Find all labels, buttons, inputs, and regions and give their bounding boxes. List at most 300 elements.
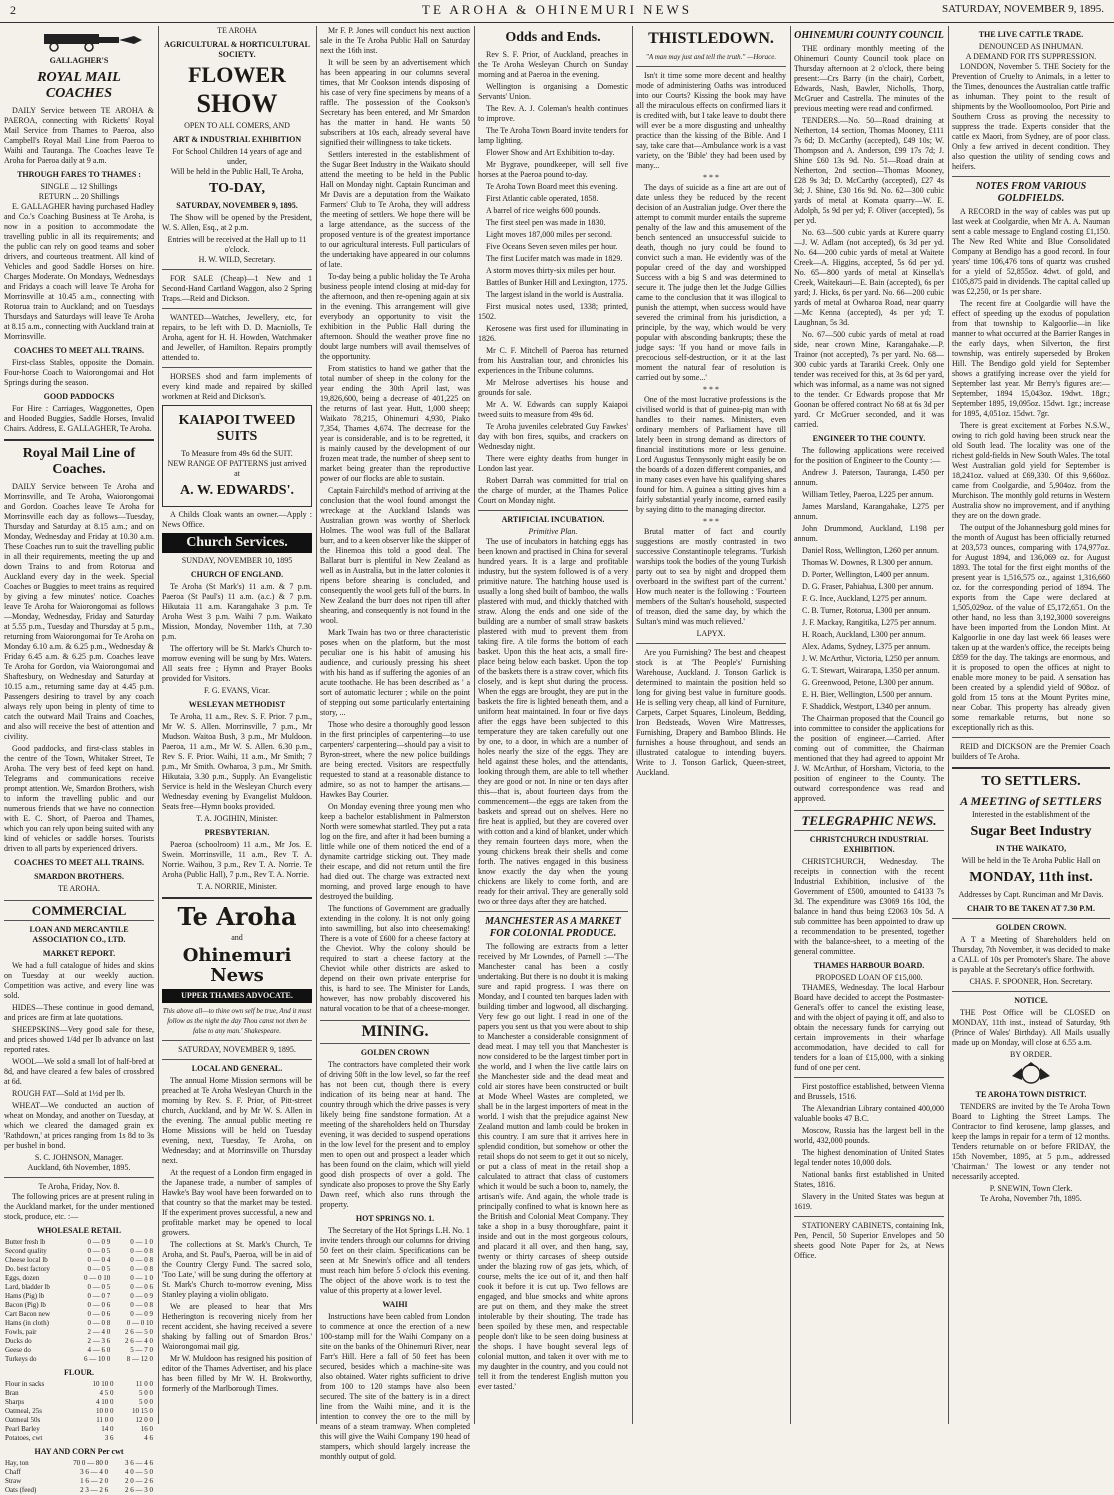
odds-item: Rev S. F. Prior, of Auckland, preaches in the Te Aroha Wesleyan Church on Sunday morning and at Paeroa in the evening. [478,50,628,79]
odds-item: Robert Darrah was committed for trial on the charge of murder, at the Thames Police Court on Monday night. [478,476,628,505]
fact: The Alexandrian Library contained 400,000 valuable books 47 B.C. [794,1104,944,1123]
johnson-date: Auckland, 6th November, 1895. [27,1163,131,1172]
loan-heading: LOAN AND MERCANTILE ASSOCIATION CO., LTD. [29,925,129,944]
thistledown-para-3: One of the most lucrative professions is the civilised world is that of guinea-pig man with handles to their names. Ministers, even ordinary members of Parliament have till lately been in strong demand as directors of financial institutions more or less genuine. Lord Augustus Tennysonly might easily be on the boards of a dozen different companies, and in many cases even have his qualifying shares found for him. A guinea a sitting gives him a fairly substantial yearly income, earned easily by saying ditto to the managing director. [636,395,786,514]
price-row [4,1265,154,1274]
price-cell: 4 0 — 5 0 [125,1468,153,1476]
settlers-heading: TO SETTLERS. [981,774,1081,789]
col3-para-1: Mr F. P. Jones will conduct his next auction sale in the Te Aroha Public Hall on Saturday next the 16th inst. [320,26,470,55]
hot-springs-text: The Secretary of the Hot Springs L.H. No. 1 invite tenders through our columns for driving 50 feet on their claim. Specifications can be seen at Mr Snewin's office and all tenders must reach him before 5 o'clock this evening. The object of the above work is to test the value of this property at a lower level. [320,1226,470,1295]
column-4 [478,26,628,1424]
paper-name-te-aroha: Te Aroha [177,902,297,931]
price-cell: 0 — 0 5 [87,1283,111,1291]
odds-item: Five Oceans Seven seven miles per hour. [486,242,618,251]
hides-text: HIDES—These continue in good demand, and prices are firm at late quotations. [4,1003,154,1022]
price-row [4,1389,154,1398]
price-cell: Do. best factory [5,1265,50,1273]
price-row [4,1425,154,1434]
upper-thames: UPPER THAMES ADVOCATE. [162,989,312,1003]
applicant-entry: J. W. McArthur, Victoria, L250 per annum. [802,654,940,663]
price-cell: 0 — 0 8 [130,1247,153,1255]
paper-date: SATURDAY, NOVEMBER 9, 1895. [178,1045,296,1054]
price-cell: 0 — 0 9 [130,1292,153,1300]
applicant-entry: C. B. Turner, Rotorua, L300 per annum. [802,606,931,615]
price-cell: Fowls, pair [5,1328,37,1336]
today-date: SATURDAY, NOVEMBER 9, 1895. [176,201,298,210]
price-cell: 5 0 0 [139,1398,153,1406]
price-cell: Chaff [5,1468,21,1476]
thistledown-quote: "A man may just and tell the truth." —Horace. [645,53,777,61]
mining-heading: MINING. [320,1020,470,1044]
price-cell: 70 0 — 80 0 [73,1459,109,1467]
harbour-heading: THAMES HARBOUR BOARD. [813,961,925,970]
england-text: Te Aroha (St Mark's) 11 a.m. & 7 p.m. Paeroa (St Paul's) 11 a.m. (a.c.) & 7 p.m. Hikutaia 11 a.m. Karangahake 3 p.m. Te Aroha West 3 p.m. Waihi 7 p.m. Waikato Mission, Monday, November 11th, at 7.30 p.m. [162,582,312,641]
tweed-measure: To Measure from 49s 6d the SUIT. [181,449,293,458]
snewin-signature: P. SNEWIN, Town Clerk. [989,1184,1073,1193]
society-place: TE AROHA [217,26,257,35]
price-cell: Straw [5,1477,22,1485]
notice-heading: NOTICE. [1014,996,1048,1005]
price-row [4,1283,154,1292]
price-cell: 16 0 [140,1425,153,1433]
royal-crest-icon [952,1062,1110,1086]
goldfields-text-2: The recent fire at Coolgardie will have the effect of speeding up the exodus of population from that township to Kalgoorlie—in like manner to what occurred at the Barrier Ranges in the early days, when Silverton, the first township, was entirely superseded by Broken Hill. The Bendigo gold yield for September shows a gratifying increase over the yield for September last year. Mr Berry's figures are:—September, 1894 15,043oz. 19dwt. 18gr.; September 1895, 19,095oz. 15dwt. 1gr.; increase for 1895, 4,051oz. 15dwt. 7gr. [952,299,1110,418]
johnson-signature: S. C. JOHNSON, Manager. [34,1153,124,1162]
applicant-entry: James Marsland, Karangahake, L275 per annum. [794,502,944,521]
masthead-title: TE AROHA & OHINEMURI NEWS [422,2,692,17]
engineer-intro: The following applications were received for the position of Engineer to the County :— [794,446,944,465]
manchester-heading: MANCHESTER AS A MARKET FOR COLONIAL PRODUCE. [485,916,621,939]
price-cell: Flour in sacks [5,1380,45,1388]
column-3 [320,26,470,1461]
price-cell: 2 6 — 4 0 [125,1337,153,1345]
town-district-text: TENDERS are invited by the Te Aroha Town Board to Lighting the Street Lamps. The Contractor to find kerosene, lamp glasses, and keep the lamps in repair for a term of 12 months. Tenders returnable on or before FRIDAY, the 15th November, 1895, at 5 p.m., addressed 'Chairman.' The lowest or any tender not necessarily accepted. [952,1102,1110,1181]
price-row [4,1477,154,1486]
prices-date: Te Aroha, Friday, Nov. 8. [38,1182,120,1191]
applicant-entry: D. G. Fraser, Pahiahua, L300 per annum. [802,582,934,591]
council-heading: OHINEMURI COUNTY COUNCIL [794,30,944,41]
column-rule [790,26,791,1424]
hay-table [4,1459,154,1495]
local-para-4: We are pleased to hear that Mrs Hetherington is recovering nicely from her recent accident, she having received a severe shaking by falling out of Smardon Bros.' Waiorongomai mail gig. [162,1302,312,1351]
town-district-heading: TE AROHA TOWN DISTRICT. [975,1090,1087,1099]
price-cell: Eggs, dozen [5,1274,40,1282]
fact: Moscow, Russia has the largest bell in the world, 432,000 pounds. [794,1126,944,1145]
odds-item: Kerosene was first used for illuminating in 1826. [478,324,628,343]
flour-heading: FLOUR. [64,1368,94,1377]
column-rule [158,26,159,1424]
price-cell: Bran [5,1389,19,1397]
harbour-subheading: PROPOSED LOAN OF £15,000. [815,973,923,982]
smardon-name: SMARDON BROTHERS. [34,872,124,881]
price-cell: Hams (Pig) lb [5,1292,45,1300]
open-all: OPEN TO ALL COMERS, AND [184,121,290,130]
paddocks-heading: GOOD PADDOCKS [43,392,115,401]
price-cell: Potatoes, cwt [5,1434,43,1442]
wanted-ad: WANTED—Watches, Jewellery, etc, for repairs, to be left with D. D. Macniolls, Te Aroha, agent for H. H. Howden, Watchmaker and Jeweller, of Hamilton. Repairs promptly attended to. [162,313,312,362]
price-row [4,1407,154,1416]
price-row [4,1337,154,1346]
price-row [4,1468,154,1477]
golden-crown-ad-text: A T a Meeting of Shareholders held on Thursday, 7th November, it was decided to make a CALL of 10s per Promoter's Share. The above is payable at the Secretary's office forthwith. [952,935,1110,974]
col3-para-10: The functions of Government are gradually extending in the colony. It is not only going into sawmilling, but also into cheesemaking! There is a vote of £600 for a cheese factory at the Cheviot. Why the colony should be required to start a cheese factory at the Cheviot while other districts are asked to depend on their own private enterprise for this, is hard to see. The Minister for Lands, however, has now probably discovered his natural vocation to be that of a cheese-monger. [320,904,470,1013]
manchester-text: The following are extracts from a letter received by Mr Lowndes, of Parnell :—'The Manchester canal has been a costly undertaking. But there is no doubt it is making sure and rapid progress. I was there on Monday, and I counted ten barques laden with building timber and logwood, all discharging. Very few go out light. I read in one of the papers you sent us that you were about to ship to Manchester a considerable consignment of dead meat. I may tell you that Manchester is now considered to be the largest timber port in the world, and I when the live cattle lairs on the Manchester side and the dead meat and cold air stores have been constructed or built at Mode Wheel Wastes are completed, we shall be in the largest importers of meat in the world. I wish that the prejudice against New Zealand mutton and lamb could be broken in this country. I am sure that it arrives here in splendid condition, but somehow or other the retail shops do not seem to get it out so nicely, or put a class of meat in the retail shop a calculated to attract that class of customers which it would be such a boon to, namely, the artisan's wife. And again, the whole trade is principally confined to what is known here as the British and Colonial Meat Company. They take a shop in a busy thoroughfare, paint it inside and out in the most gorgeous colours, and placard it all over, and then hang, say, twenty or thirty carcases of sheep outside under the blazing row of gas jets, which, of course, melts the ice out of it, and then half cook it before it is cut up. Two fellows are engaged, and blue smocks and white aprons are put on them, and they make the street intolerable by their shouting. The trade has been spoiled by these men, and respectable people don't like to be seen doing business at the shops. I have bought several legs of colonial mutton, and taken it over with me to my daughter in the country, and you could not tell it from the tenderest English mutton you ever tasted.' [478,942,628,1391]
fact: The highest denomination of United States legal tender notes 10,000 dols. [794,1148,944,1167]
applicant-entry: D. Porter, Wellington, L400 per annum. [802,570,930,579]
odds-item: Mr Melrose advertises his house and grounds for sale. [478,378,628,397]
art-exhibition: ART & INDUSTRIAL EXHIBITION [172,135,302,144]
price-cell: Oatmeal 50s [5,1416,41,1424]
stables-text: First-class Stables, opposite the Domain. Four-horse Coach to Waiorongomai and Hot Springs during the season. [4,358,154,387]
market-heading: MARKET REPORT. [42,949,116,958]
meeting-heading: A MEETING of SETTLERS [960,794,1102,808]
society-name: AGRICULTURAL & HORTICULTURAL SOCIETY. [164,40,310,59]
thistledown-para-4: Brutal matter of fact and courtly suggestions are mostly contrasted in two successive Constantinople telegrams. 'Turkish warships took the bodies of the young Turkish party out to sea by night and dropped them overboard in the swiftest part of the current.' How much neater is the following : 'Fourteen members of the Sultan's household, suspected of treason, died the same day, by which the Sultan's mind was much relieved.' [636,527,786,626]
price-cell: 0 — 0 8 [130,1301,153,1309]
gallagher-name: GALLAGHER'S [49,56,109,65]
odds-item: The Rev. A. J. Coleman's health continues to improve. [478,104,628,123]
odds-item: Mr Bygrave, poundkeeper, will sell five horses at the Paeroa pound to-day. [478,160,628,179]
price-row [4,1256,154,1265]
price-cell: 2 0 — 2 6 [125,1477,153,1485]
paper-name-and: and [231,933,243,942]
price-cell: Bacon (Pig) lb [5,1301,46,1309]
applicant-entry: H. Roach, Auckland, L300 per annum. [802,630,926,639]
tweed-ad [162,405,312,507]
church-heading: Church Services. [162,533,312,553]
column-1 [4,26,154,1494]
telegraphic-heading: TELEGRAPHIC NEWS. [794,810,944,831]
price-cell: Ducks do [5,1337,32,1345]
evans-signature: F. G. EVANS, Vicar. [204,686,270,695]
odds-item: Light moves 187,000 miles per second. [486,230,612,239]
col3-para-8: Those who desire a thoroughly good lesson in the first principles of carpentering—to use carpenters' carpentering—should pay a visit to Byron-street, where the new police buildings are being erected. Visitors are respectfully requested to stand at a reasonable distance to admire, so as not to hamper the artisans.—Hawkes Bay Courier. [320,720,470,799]
applicants-list [794,468,944,712]
price-cell: 0 — 0 10 [84,1274,111,1282]
odds-item: Mr C. F. Mitchell of Paeroa has returned from his Australian tour, and chronicles his experiences in the Tribune columns. [478,346,628,375]
hay-heading: HAY AND CORN Per cwt [34,1447,124,1456]
applicant-entry: J. F. Mackay, Rangitika, L275 per annum. [802,618,937,627]
column-2 [162,26,312,1424]
fares-single: SINGLE ... 12 Shillings [40,182,118,191]
royal-mail-title: ROYAL MAIL COACHES [37,70,121,101]
price-cell: 0 — 0 6 [87,1310,111,1318]
column-6 [794,26,944,1424]
fares-return: RETURN ... 20 Shillings [38,192,120,201]
for-hire-text: For Hire : Carriages, Waggonettes, Open and Hooded Buggies, Saddle Horses, Invalid Chairs. Address, E. GALLAGHER, Te Aroha. [4,404,154,433]
england-text-2: The offertory will be St. Mark's Church to-morrow evening will be sung by Mrs. Waters. All seats free ; Hymn and Prayer Books provided for Visitors. [162,644,312,683]
applicant-entry: G. Greenwood, Petone, L300 per annum. [802,678,934,687]
childs-cloak: A Childs Cloak wants an owner.—Apply : News Office. [162,510,312,529]
price-row [4,1434,154,1443]
by-order: BY ORDER. [1010,1050,1052,1059]
local-para-5: Mr W. Muldoon has resigned his position of editor of the Thames Advertiser, and his place has been filled by Mr W. H. Brokworthy, formerly of the Marlborough Times. [162,1354,312,1393]
church-date: SUNDAY, NOVEMBER 10, 1895 [181,556,293,565]
col3-para-5: From statistics to hand we gather that the total number of sheep in the colony for the year ending the 30th April last, was 19,826,600, being a decrease of 401,225 on the returns of last year. Hutt, 1,000 sheep; Waikato 78,215, Ohinemuri 4,930, Piako 7,354, Thames 4,674. The decrease for the year is considerable, and is to be regretted, it is mainly caused by the development of our frozen meat trade, the number of sheep sent to market being greater than the reproductive power of our flocks are able to sustain. [320,364,470,483]
price-cell: Hams (in cloth) [5,1319,49,1327]
notice-text: THE Post Office will be CLOSED on MONDAY, 11th inst., instead of Saturday, 9th (Prince of Wales' Birthday). All Mails usually made up on Monday, will close at 6.55 a.m. [952,1008,1110,1047]
price-cell: 6 — 10 0 [84,1355,111,1363]
incubation-heading: ARTIFICIAL INCUBATION. [501,515,605,524]
council-intro: THE ordinary monthly meeting of the Ohinemuri County Council took place on Thursday afternoon at 2 o'clock, there being present:—Crs Barry (in the chair), Corbett, Edwards, Nash, Bawler, Nicholls, Thorp, McGruer and Castrella. The minutes of the previous meeting were read and confirmed. [794,44,944,113]
odds-item: Te Aroha Town Board meet this evening. [486,182,618,191]
price-row [4,1274,154,1283]
held-in: Will be held in the Te Aroha Public Hall on [961,856,1101,865]
price-cell: Geese do [5,1346,31,1354]
fares-heading: THROUGH FARES TO THAMES : [17,170,141,179]
price-cell: 0 — 0 4 [87,1256,111,1264]
price-cell: 11 0 0 [135,1380,153,1388]
price-row [4,1355,154,1364]
harbour-text: THAMES, Wednesday. The local Harbour Board have decided to accept the Postmaster-General's offer to cancel the existing lease, and with the object of paying it off, and also to obtain the necessary funds for carrying out certain improvements in their wharfage accommodation, have decided to call for tenders for a loan of £15,000, with a sinking fund of one per cent. [794,983,944,1072]
local-para-2: At the request of a London firm engaged in the Japanese trade, a number of samples of Hawke's Bay wool have been forwarded on to that country so that the market may be tested. If the experiment proves successful, a new and profitable market may be opened to local growers. [162,1168,312,1237]
column-rule [948,26,949,1424]
odds-item: Battles of Bunker Hill and Lexington, 1775. [486,278,628,287]
wesleyan-text: Te Aroha, 11 a.m., Rev. S. F. Prior. 7 p.m., Mr W. S. Allen. Morrinsville, 7 p.m., Mr Mudson. Waitoa Bush, 3 p.m., Mr Muldoon. Paeroa, 11 a.m., Mr W. S. Allen. 6.30 p.m., Rev S. F. Prior. Waihi, 11 a.m., Mr Smith; 7 p.m., Mr Smith. Owharoa, 3 p.m., Mr Smith. Hikutaia, 3.30 p.m., Supply. An Evangelistic Service is held in the Wesleyan Church every Wednesday evening by Evangelist Muldoon. Seats free—Hymn books provided. [162,712,312,811]
sheepskins-text: SHEEPSKINS—Very good sale for these, and prices showed 1/4d per lb advance on last reported rates. [4,1025,154,1054]
price-row [4,1319,154,1328]
tallow-text: ROUGH FAT—Sold at 1½d per lb. [12,1089,125,1098]
exhibition-heading: CHRISTCHURCH INDUSTRIAL EXHIBITION. [809,835,929,854]
price-cell: 11 0 0 [96,1416,114,1424]
flower-title: FLOWER [188,62,286,87]
price-cell: 8 — 12 0 [126,1355,153,1363]
golden-crown-heading: GOLDEN CROWN [360,1048,430,1057]
price-cell: 0 — 0 9 [130,1310,153,1318]
range-heading: NEW RANGE OF PATTERNS just arrived at [167,459,307,478]
cattle-subheading: DENOUNCED AS INHUMAN. [978,42,1084,51]
town-district-date: Te Aroha, November 7th, 1895. [980,1194,1082,1203]
incubation-text: The use of incubators in hatching eggs has been known and practised in China for several hundred years. It is a large and profitable industry, but the system followed is of a very primitive nature. The hatching house used is usually a long shed built of bamboo, the walls plastered with mud, and thickly thatched with straw. Along the ends and one side of the building are a number of small straw baskets plastered with mud to prevent them from taking fire. A tile forms the bottom of each basket. Upon this the heat acts, a small fire-place being below each basket. Upon the top of the baskets there is a straw cover, which fits closely, and is kept shut during the process. When the eggs are brought, they are put in the baskets the fire is lighted beneath them, and a uniform heat maintained. In four or five days after the eggs have been subjected to this temperature they are taken carefully out one by one, to a door, in which are a number of holes nearly the size of the eggs. They are held against these holes, and the attendants, looking through them, are able to tell whether they are good or not. In nine or ten days after this—that is, about fourteen days from the commencement—the eggs are taken from the baskets and spread out on shelves. Here no fire heat is applied, but they are covered over with cotton and a kind of blanket, under which they remain fourteen days more, when the young chickens break their shells and come forth. The natives engaged in this business know exactly the day when the young chickens are likely to come forth, and are ready for their arrival. They are generally sold two or three days after they are hatched. [478,537,628,906]
show-title: SHOW [196,89,278,118]
golden-crown-ad-heading: GOLDEN CROWN. [995,923,1067,932]
market-text: We had a full catalogue of hides and skins on Tuesday at our weekly auction. Competition was active, and every line was sold. [4,961,154,1000]
fact: National banks first established in United States, 1816. [794,1170,944,1189]
thistledown-para-1: Isn't it time some more decent and healthy mode of administering Oaths was introduced into our Courts? Kissing the book may have all the miraculous effects on confirmed liars it is credited with, but I take leave to doubt there will ever be a more disgusting and unhealthy practice than the kissing of the Bible. And I say, take care that—Ambulance work is a vast variety, on the 'Bible' they had been used by many... [636,71,786,170]
for-sale-ad: FOR SALE (Cheap)—1 New and 1 Second-Hand Cartland Waggon, also 2 Spring Traps.—Reid and Dickson. [162,274,312,303]
price-cell: 2 — 3 6 [87,1337,111,1345]
odds-item: Wellington is organising a Domestic Servants' Union. [478,82,628,101]
price-cell: 0 — 1 0 [130,1274,153,1282]
price-cell: Cheese local lb [5,1256,48,1264]
fact: Slavery in the United States was begun at 1619. [794,1192,944,1211]
price-cell: 0 — 0 8 [87,1319,111,1327]
local-heading: LOCAL AND GENERAL. [191,1064,283,1073]
odds-item: The Te Aroha Town Board invite tenders for lamp lighting. [478,126,628,145]
price-cell: Hay, ton [5,1459,29,1467]
engineer-text: The Chairman proposed that the Council go into committee to consider the applications for the position of engineer.—Carried. After coming out of committee, the Chairman mentioned that they had agreed to appoint Mr J. W. McArthur, of Horsham, Victoria, to the position of engineer to the County. The outward correspondence was read and approved. [794,714,944,803]
price-cell: 2 6 — 5 0 [125,1328,153,1336]
col3-para-4: To-day being a public holiday the Te Aroha business people intend closing at mid-day for the afternoon, and then re-opening again at six in the evening. This arrangement will give everybody an opportunity to visit the exhibition in the Public Hall during the afternoon. Should the weather prove fine no doubt large numbers will avail themselves of the opportunity. [320,272,470,361]
council-tenders: TENDERS.—No. 50—Road draining at Netherton, 14 section, Thomas Mooney, £111 7s 6d; D. McCarthy (accepted), £49 10s; W. Thompson and A. Anderson, £99 17s 7d; J. Shine £60 13s 9d. No. 51—Road drain at Netherton, 2nd section—Thomas Mooney, £28 9s 3d; D. McCarthy (accepted), £27 4s 3d; J. Shine, £30 16s 9d. No. 62—300 cubic yards of metal at Komata quarry—W. E. Adolph, 5s 9d per yd; F. Oliver (accepted), 5s per yd. [794,116,944,225]
reid-notice: REID and DICKSON are the Premier Coach builders of Te Aroha. [952,742,1110,761]
odds-item: A barrel of rice weighs 600 pounds. [486,206,601,215]
applicant-entry: F. G. Ince, Auckland, L275 per annum. [802,594,927,603]
prices-heading: WHOLESALE RETAIL [36,1226,122,1235]
column-5: THISTLEDOWN. "A man may just and tell the truth." —Horace. Isn't it time some more decent and healthy mode of administering Oaths was introduced into our Courts? Kissing the book may have all the miraculous effects on confirmed liars it is credited with, but I take leave to doubt there will ever be a more disgusting and unhealthy practice than the kissing of the Bible. And I say, take care that—Ambulance work is a vast variety, on the 'Bible' they had been used by many... * * * The days of suicide as a fine art are out of date unless they be reduced by the recent decision of an Australian judge. Over there the attempt to commit murder entails the supreme penalty of the law and this amusement of the bench sentenced an unsuccessful suicide to death, though no jury could be found to convict such a man. He evidently was of the popular creed of the day and worshipped Success with a big S and was determined to secure it. The judge then let the Judge Gillies came to the conclusion that it was illogical to punish the attempt, when success would have severed the criminal from his jurisdiction, a principle, by the way, which would be very popular with absconding bankrupts; these the judge says: 'If you hand or move fails in precocious self-destruction, or it at the last moment the natural fear of resolution is carried out by some...' * * * One of the most lucrative professions is the civilised world is that of guinea-pig man with handles to their names. Ministers, even ordinary members of Parliament have till lately been in strong demand as directors of financial institutions more or less genuine. Lord Augustus Tennysonly might easily be on the boards of a dozen different companies, and in many cases even have his qualifying shares found for him. A guinea a sitting gives him a fairly substantial yearly income, earned easily by saying ditto to the managing director. * * * Brutal matter of fact and courtly suggestions are mostly contrasted in two successive Constantinople telegrams. 'Turkish warships took the bodies of the young Turkish party out to sea by night and dropped them overboard in the swiftest part of the current.' How much neater is the following : 'Fourteen members of the Sultan's household, suspected of treason, died the same day, by which the Sultan's mind was much relieved.' LAPYX. Are you Furnishing? The best and cheapest stock is at 'The People's' Furnishing Warehouse, Auckland. J. Tonson Garlick is determined to maintain the position held so long for giving best value in furniture goods. He is selling very cheap, all kind of Furniture, Carpets, Carpet Squares, Linoleum, Bedding, Iron Bedsteads, Woven Wire Mattresses, Furnishing, Drapery and Bamboo Blinds. He furnishes a house throughout, and sends an illustrated catalogue to intending buyers. Write to J. Tonson Garlick, Queen-street, Auckland. [636,30,786,777]
golden-crown-text: The contractors have completed their work of driving 50ft in the low level, so far the reef has not been cut, though there is every indication of its being near at hand. The country through which the drive passes is very likely being fine sandstone formation. At a meeting of the shareholders held on Thursday evening, it was decided to suspend operations in the low level for the present and to employ men to open out and prospect a leader which has been found on the claim, which will yield good dish prospects of over a gold. The syndicate also proposes to prove the Shy Early Dawn reef, which also runs through the property. [320,1060,470,1209]
applicant-entry: E. H. Bier, Wellington, L500 per annum. [802,690,933,699]
price-row [4,1310,154,1319]
price-cell: 10 0 0 [95,1407,114,1415]
coaches-meet: COACHES TO MEET ALL TRAINS. [14,346,144,355]
price-cell: 0 — 0 7 [87,1292,111,1300]
jogin-signature: T. A. JOGIHIN, Minister. [196,814,278,823]
price-cell: 2 6 — 3 0 [125,1486,153,1494]
price-row [4,1346,154,1355]
edwards-name: A. W. EDWARDS'. [180,483,294,498]
col3-para-6: Captain Fairchild's method of arriving at the conclusion that the wool found amongst the wreckage at the Auckland Islands was Australian grown was worthy of Sherlock Holmes. The wool was full of the Ballarat burr, and to a keen observer like the skipper of the Hinemoa this told a good deal. The Ballarat burr is plentiful in New Zealand as well as in Australia, but in the latter colonies it ripens before shearing is concluded, and consequently the wool gets full of the burrs. In New Zealand the burr does not ripen till after shearing, and consequently is not found in the wool. [320,486,470,625]
price-row [4,1416,154,1425]
masthead-date: SATURDAY, NOVEMBER 9, 1895. [942,3,1104,15]
price-cell: 0 — 0 6 [87,1301,111,1309]
goldfields-text: A RECORD in the way of cables was put up last week at Coolgardie, when Mr A. A. Nauman sent a cable message to England costing £1,150. The New Red White and Blue Consolidated Company at Bendigo has a good record. In four years' time 106,476 tons of quartz was crushed for a yield of 52,855oz. 4dwt. of gold, and £105,875 paid in dividends. The capital called up was £2,250, or 1s per share. [952,207,1110,296]
commercial-heading: COMMERCIAL [4,900,154,921]
price-row [4,1301,154,1310]
column-7 [952,26,1110,1424]
goldfields-text-4: The output of the Johannesburg gold mines for the month of August has been officially returned at 203,573 ounces, comparing with 174,977oz. for August 1894, and 136,069 oz. for August 1893. The total for the first eight months of the present year is 1,516,575 oz., against 1,316,660 oz. for the corresponding period of 1894. The exports from the Cape were declared at 1,505,029oz. of the value of £5,172,651. On the other hand, no less than 3,192,3000 sovereigns have been imported from the London Mint. At Kalgoorlie in one day last week 66 leases were taken up at the warden's office, the receipts being £859 for the day. The takings are enormous, and it is proposed to open the offices at night to enable more money to be paid. A sensation has been created by a splendid yield of 908oz. of gold from 15 tons at the Mount Pyrites mine, near Cobar. This property has already given some remarkable returns, but none so exceptionally rich as this. [952,523,1110,732]
paper-name-ohinemuri: Ohinemuri News [182,945,292,986]
price-cell: 4 5 0 [99,1389,114,1397]
price-row [4,1486,154,1495]
col3-para-7: Mark Twain has two or three characteristic poses when on the platform, but the most peculiar one is his habit of amusing his audience, and curiously pressing his sheet with his hand as if suffering the agonies of an acute toothache. He has been described as ' a sort of automatic lecturer ; while on the point of stepping out some particularly entertaining story, ... [320,628,470,717]
local-para-1: The annual Home Mission sermons will be preached at Te Aroha Wesleyan Church in the morning by Rev. S. F. Prior, of Pitt-street church, Auckland, and by Mr W. S. Allen in the evening. The annual public meeting re Home Missions will be held on Tuesday evening, next, Tuesday, Te Aroha, on Wednesday; and at Morrinsville on Thursday next. [162,1076,312,1165]
odds-item: The first steel pen was made in 1830. [486,218,606,227]
price-cell: 0 — 0 10 [126,1319,153,1327]
price-cell: 3 6 [104,1434,114,1442]
cattle-heading: THE LIVE CATTLE TRADE. [978,30,1084,39]
price-cell: Sharps [5,1398,25,1406]
prices-table [4,1238,154,1364]
price-cell: Pearl Barley [5,1425,40,1433]
price-cell: 0 — 0 5 [87,1265,111,1273]
applicant-entry: F. Shaddick, Westport, L340 per annum. [802,702,931,711]
col3-para-3: Settlers interested in the establishment of the Sugar Beet Industry in the Waikato should attend the meeting to be held in the Public Hall on Monday night. Captain Runciman and Mr Davis are a deputation from the Waikato Farmers' Club to Te Aroha, they will address the meeting of settlers. We hope there will be a large attendance, as the success of the proposed venture is of the greatest importance to our agricultural interests. Full particulars of the undertaking have appeared in our columns of late. [320,150,470,269]
goldfields-text-3: There is great excitement at Forbes N.S.W., owing to rich gold having been struck near the old South lead. The locality was one of the richest gold-fields in New South Wales. The total West Australian gold yield for September is 18,241oz. valued at £69,330. Of this 9,660oz. came from Coolgardie, and 5,904oz. from the Murchison. The monthly gold returns in Western Australia show no improvement, and if anything they are on the down grade. [952,421,1110,520]
chair-time: CHAIR TO BE TAKEN AT 7.30 P.M. [967,904,1095,913]
column-rule [474,26,475,1424]
price-row [4,1292,154,1301]
waihi-heading: WAIHI [382,1300,408,1309]
in-waikato: IN THE WAIKATO, [995,844,1067,853]
price-cell: 0 — 0 5 [87,1247,111,1255]
odds-item: First Atlantic cable operated, 1858. [486,194,599,203]
wheat-text: WHEAT—We conducted an auction of wheat on Monday, and another on Tuesday, at which we cleared the damaged grain ex 'Rathdown,' at prices ranging from 1s 8d to 3s per bushel in bond. [4,1101,154,1150]
spooner-signature: CHAS. F. SPOONER, Hon. Secretary. [969,977,1093,986]
price-cell: 3 6 — 4 0 [80,1468,109,1476]
odds-item: The largest island in the world is Australia. [486,290,624,299]
price-cell: 0 — 0 8 [130,1265,153,1273]
smardon-place: TE AROHA. [58,884,100,893]
thistledown-heading: THISTLEDOWN. [648,30,774,47]
price-cell: 2 — 4 0 [87,1328,111,1336]
odds-item: Mr A. W. Edwards can supply Kaiapoi tweed suits to measure from 49s 6d. [478,400,628,419]
prices-intro: The following prices are at present ruling in the Auckland market, for the under mentioned stock, produce, etc. :— [4,1192,154,1221]
odds-item: Flower Show and Art Exhibition to-day. [486,148,615,157]
royal-mail-line-text-2: Good paddocks, and first-class stables in the centre of the Town, Whitaker Street, Te Aroha. The very best of feed kept on hand. Telegrams and communications receive prompt attention. We, Smardon Brothers, wish to inform the travelling public and our numerous friends that we have no connection with E. C. Short, of Paeroa and Thames, which you can rely upon being suited with any kind of vehicles or saddle horses. Tourists driven to all parts by experienced drivers. [4,744,154,853]
children-note: For School Children 14 years of age and under, [172,147,302,166]
norrie-signature: T. A. NORRIE, Minister. [196,882,278,891]
price-row [4,1247,154,1256]
wool-text: WOOL—We sold a small lot of half-bred at 8d, and have cleared a few bales of crossbred at 6d. [4,1057,154,1086]
flour-table [4,1380,154,1443]
applicant-entry: G. T. Stewart, Wairarapa, L350 per annum. [802,666,940,675]
price-cell: Butter fresh lb [5,1238,46,1246]
lapyx-signature: LAPYX. [696,629,726,638]
sugar-beet-heading: Sugar Beet Industry [970,824,1092,839]
presbyterian-heading: PRESBYTERIAN. [204,828,270,837]
price-cell: 12 0 0 [135,1416,153,1424]
today-heading: TO-DAY, [209,181,265,196]
column-rule [632,26,633,1424]
goldfields-heading: NOTES FROM VARIOUS GOLDFIELDS. [975,181,1087,204]
cattle-text: LONDON, November 5. THE Society for the Prevention of Cruelty to Animals, in a letter to the Times, denounces the Australian cattle traffic as inhuman. They point to the result of shipments by the Woolloomooloo, Port Pirie and Southern Cross as proving the necessity to suppress the trade. Experts consider that the cattle ex Maori, from Sydney, are of poor class. Only a few arrived in decent condition. They also question the utility of sending cows and heifers. [952,62,1110,171]
price-cell: 10 15 0 [132,1407,153,1415]
entries-text: Entries will be received at the Hall up to 11 o'clock. [167,235,307,254]
council-tenders-3: No. 67—500 cubic yards of metal at road side, near crown Mine, Karangahake.—P. Trainor (not accepted), 7s per yard. No. 68—300 cubic yards at Tarariki Creek. Only one tender was received for this, at 3s 6d per yard, which was informal, as a name was not signed to the tender. Cr Edwards propose that Mr Goonan be offered contract No 68 at 6s 3d per yard. Cr McGruer seconded, and it was carried. [794,330,944,429]
price-cell: 14 0 [101,1425,114,1433]
price-cell: Second quality [5,1247,47,1255]
price-cell: 4 10 0 [95,1398,114,1406]
thistledown-para-2: The days of suicide as a fine art are out of date unless they be reduced by the recent decision of an Australian judge. Over there the attempt to commit murder entails the supreme penalty of the law and this amusement of the bench sentenced an unsuccessful suicide to death, though no jury could be found to convict such a man. He evidently was of the popular creed of the day and worshipped Success with a big S and was determined to secure it. The judge then let the Judge Gillies came to the conclusion that it was illogical to punish the attempt, when success would have severed the criminal from his jurisdiction, a principle, by the way, which would be very popular with absconding bankrupts; these the judge says: 'If you hand or move fails in precocious self-destruction, or it at the last moment the natural fear of resolution is carried out by some...' [636,183,786,382]
smardon-meet: COACHES TO MEET ALL TRAINS. [14,858,144,867]
odds-item: Te Aroha juveniles celebrated Guy Fawkes' day with bon fires, squibs, and crackers on Wednesday night. [478,422,628,451]
price-cell: 0 — 0 9 [87,1238,111,1246]
motto: This above all—to thine own self be true, And it must follow as the night the day Thou canst not then be false to any man.' Shakespeare. [162,1007,312,1035]
exhibition-text: CHRISTCHURCH, Wednesday. The receipts in connection with the recent Industrial Exhibition, inclusive of the Government of £500, amounted to £4133 7s 3d. The expenditure was £3069 16s 10d, the balance in hand thus being £2063 10s 5d. A sub committee has been appointed to draw up a recommendation to be presented, together with the balance-sheet, to a meeting of the general committee. [794,857,944,956]
price-cell: 4 6 [144,1434,153,1442]
horses-ad: HORSES shod and farm implements of every kind made and repaired by skilled workmen at Reid and Dickson's. [162,372,312,401]
price-cell: 0 — 0 8 [130,1256,153,1264]
secretary: H. W. WILD, Secretary. [198,255,276,264]
hot-springs-heading: HOT SPRINGS NO. 1. [355,1214,435,1223]
gallagher-notice: E. GALLAGHER having purchased Hadley and Co.'s Coaching Business at Te Aroha, is now in a position to accommodate the travelling public in all its requirements; and the public can rely on good teams and sober drivers, and courteous treatment. All kind of Vehicles and good Saddle Horses on hire. Charges Moderate. On Mondays, Wednesdays and Fridays a coach will leave Te Aroha for Morrinsville at 10.45 a.m., connecting with Rotorua train to Auckland; and on Tuesdays Thursdays and Saturdays will leave Te Aroha at 8.15 a.m., connecting with Auckland train at Morrinsville. [4,202,154,341]
price-row [4,1238,154,1247]
applicant-entry: William Tetley, Paeroa, L225 per annum. [802,490,934,499]
price-row [4,1398,154,1407]
price-cell: Oatmeal, 25s [5,1407,42,1415]
wesleyan-heading: WESLEYAN METHODIST [188,700,286,709]
price-cell: 5 — 7 0 [130,1346,153,1354]
fact: First postoffice established, between Vienna and Brussels, 1516. [794,1082,944,1101]
applicant-entry: Andrew J. Paterson, Tauranga, L450 per annum. [794,468,944,487]
engineer-heading: ENGINEER TO THE COUNTY. [812,434,926,443]
odds-item: There were eighty deaths from hunger in London last year. [478,454,628,473]
odds-heading: Odds and Ends. [505,30,601,45]
held-at: Will be held in the Public Hall, Te Aroha, [170,167,304,176]
price-cell: Turkeys do [5,1355,37,1363]
price-row [4,1380,154,1389]
price-cell: 0 — 0 6 [130,1283,153,1291]
furnishing-ad: Are you Furnishing? The best and cheapest stock is at 'The People's' Furnishing Warehouse, Auckland. J. Tonson Garlick is determined to maintain the position held so long for giving best value in furniture goods. He is selling very cheap, all kind of Furniture, Carpets, Carpet Squares, Linoleum, Bedding, Iron Bedsteads, Woven Wire Mattresses, Furnishing, Drapery and Bamboo Blinds. He furnishes a house throughout, and sends an illustrated catalogue to intending buyers. Write to J. Tonson Garlick, Queen-street, Auckland. [636,648,786,777]
royal-mail-line-heading: Royal Mail Line of Coaches. [22,446,136,477]
price-row [4,1459,154,1468]
applicant-entry: John Drummond, Auckland, L198 per annum. [794,524,944,543]
price-cell: 1 6 — 2 0 [80,1477,109,1485]
price-cell: 4 — 6 0 [87,1346,111,1354]
price-cell: 5 0 0 [139,1389,153,1397]
price-cell: Lard, bladder lb [5,1283,50,1291]
odds-item: The first Lucifer match was made in 1829. [486,254,623,263]
col3-para-2: It will be seen by an advertisement which has been appearing in our columns several times, that Mr Cookson intends disposing of his case of very fine specimens by means of a raffle. The possession of the Cookson's Secretary has been entered, and Mr Smardon has the matter in hand. He wants 50 subscribers at 10s each, already several have signified their willingness to take tickets. [320,58,470,147]
royal-mail-line-text: DAILY Service between Te Aroha and Morrinsville, and Te Aroha, Waiorongomai and Gordon. Coaches leave Te Aroha for Morrinsville each day as follows—Tuesday, Thursday and Saturday at 8.15 a.m.; and on Monday, Wednesday and Friday at 10.30 a.m. These Coaches run to suit the travelling public in all their requirements, meeting the up and down Trains to and from Rotorua and Auckland every day in the week. Special Coaches or Buggies to meet trains as required by giving a few minutes' notice. Coaches leave Te Aroha for Waiorongomai as follows—Monday, Wednesday, Friday and Saturday at 5.55 p.m., Tuesday and Thursday at 5 p.m., returning from Waiorongomai for Te Aroha on Monday 6.10 a.m. & 6.25 p.m., Wednesday & Friday 6.45 a.m. & 6.25 p.m. Coaches leave Te Aroha for Gordon, via Waiorongomai and Shaftesbury, on Wednesday and Saturday at 10.15 a.m., returning same day at 4.45 p.m. Passengers desiring to travel by any coach always rely upon being in plenty of time to catch the outward Mail Trains and Coaches, and also will receive the best of attention and civility. [4,482,154,741]
price-cell: Cart Bacon new [5,1310,51,1318]
tweed-heading: KAIAPOI TWEED SUITS [178,413,296,444]
monday-heading: MONDAY, 11th inst. [969,870,1093,885]
page-number: 2 [10,3,16,17]
price-cell: 2 3 — 2 6 [80,1486,109,1494]
england-heading: CHURCH OF ENGLAND. [190,570,284,579]
